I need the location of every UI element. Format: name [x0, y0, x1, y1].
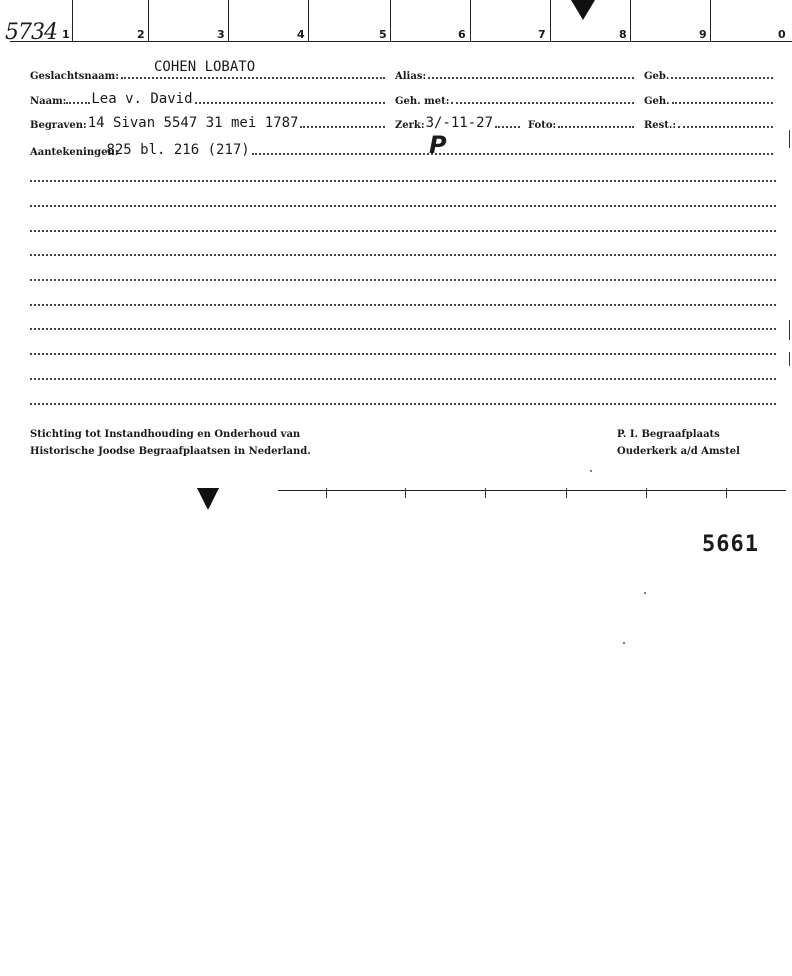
dotted-line	[195, 102, 385, 104]
row-geslachtsnaam	[30, 66, 388, 82]
footer-right-line: Ouderkerk a/d Amstel	[617, 446, 740, 457]
label-foto: Foto:	[528, 120, 557, 131]
column-number: 5	[379, 28, 387, 41]
blank-dotted-line	[30, 304, 776, 306]
strip-tick	[485, 488, 486, 498]
blank-dotted-line	[30, 205, 776, 207]
row-zerk	[395, 115, 523, 131]
blank-dotted-line	[30, 254, 776, 256]
label-rest: Rest.:	[644, 120, 677, 131]
row-alias	[395, 66, 637, 82]
dotted-line	[558, 126, 634, 128]
begraven-value: 14 Sivan 5547 31 mei 1787	[87, 115, 299, 131]
column-rule	[710, 0, 711, 42]
column-number: 6	[458, 28, 466, 41]
dotted-line	[252, 153, 773, 155]
label-geb: Geb.	[644, 71, 670, 82]
row-foto	[528, 115, 637, 131]
column-number: 0	[778, 28, 786, 41]
strip-baseline	[10, 41, 792, 42]
blank-dotted-line	[30, 279, 776, 281]
bottom-strip-line	[278, 490, 786, 491]
column-number: 8	[619, 28, 627, 41]
column-number: 9	[699, 28, 707, 41]
label-zerk: Zerk:	[395, 120, 425, 131]
blank-dotted-line	[30, 403, 776, 405]
column-number: 2	[137, 28, 145, 41]
column-number: 7	[538, 28, 546, 41]
strip-tick	[566, 488, 567, 498]
blank-dotted-line	[30, 230, 776, 232]
row-geb	[644, 66, 776, 82]
strip-tick	[405, 488, 406, 498]
dotted-line	[121, 77, 385, 79]
column-rule	[470, 0, 471, 42]
dotted-line	[672, 102, 773, 104]
strip-tick	[646, 488, 647, 498]
column-rule	[550, 0, 551, 42]
dotted-line	[678, 126, 773, 128]
blank-dotted-line	[30, 378, 776, 380]
footer-organization	[30, 426, 311, 460]
dotted-line	[66, 102, 90, 104]
label-geslachtsnaam: Geslachtsnaam:	[30, 71, 119, 82]
footer-left-line: Stichting tot Instandhouding en Onderhoud van	[30, 429, 301, 440]
surname-typed: COHEN LOBATO	[154, 59, 256, 75]
triangle-marker-icon	[571, 0, 595, 20]
index-strip	[0, 0, 792, 45]
scan-speck	[644, 592, 646, 594]
label-aantekeningen: Aantekeningen:	[30, 147, 119, 158]
column-rule	[148, 0, 149, 42]
row-geh-met	[395, 91, 637, 107]
aantekeningen-value: 825 bl. 216 (217)	[106, 142, 250, 158]
handwritten-card-number: 5734	[5, 20, 57, 45]
column-rule	[72, 0, 73, 42]
strip-tick	[726, 488, 727, 498]
column-rule	[228, 0, 229, 42]
row-begraven	[30, 115, 388, 131]
dotted-line	[428, 77, 634, 79]
column-number: 4	[297, 28, 305, 41]
blank-dotted-line	[30, 353, 776, 355]
row-rest	[644, 115, 776, 131]
triangle-marker-icon	[197, 488, 219, 510]
column-rule	[390, 0, 391, 42]
label-begraven: Begraven:	[30, 120, 87, 131]
column-number: 1	[62, 28, 70, 41]
handwritten-mark: P	[429, 131, 447, 159]
label-alias: Alias:	[395, 71, 427, 82]
strip-tick	[326, 488, 327, 498]
edge-mark	[789, 130, 790, 148]
naam-value: Lea v. David	[91, 91, 193, 107]
scan-speck	[590, 470, 592, 472]
row-aantekeningen	[30, 142, 776, 158]
blank-dotted-line	[30, 328, 776, 330]
dotted-line	[451, 102, 634, 104]
edge-mark	[789, 352, 790, 366]
footer-left-line: Historische Joodse Begraafplaatsen in Nederland.	[30, 446, 311, 457]
scan-speck	[623, 642, 625, 644]
stamp-number: 5661	[702, 532, 759, 557]
column-rule	[308, 0, 309, 42]
zerk-value: 3/-11-27	[425, 115, 493, 131]
row-naam	[30, 91, 388, 107]
dotted-line	[671, 77, 773, 79]
dotted-line	[495, 126, 520, 128]
footer-right-line: P. I. Begraafplaats	[617, 429, 720, 440]
row-geh	[644, 91, 776, 107]
label-geh-met: Geh. met:	[395, 96, 450, 107]
column-number: 3	[217, 28, 225, 41]
label-geh: Geh.	[644, 96, 670, 107]
edge-mark	[789, 320, 790, 340]
dotted-line	[300, 126, 385, 128]
label-naam: Naam:	[30, 96, 67, 107]
footer-location	[617, 426, 740, 460]
blank-dotted-line	[30, 180, 776, 182]
column-rule	[630, 0, 631, 42]
